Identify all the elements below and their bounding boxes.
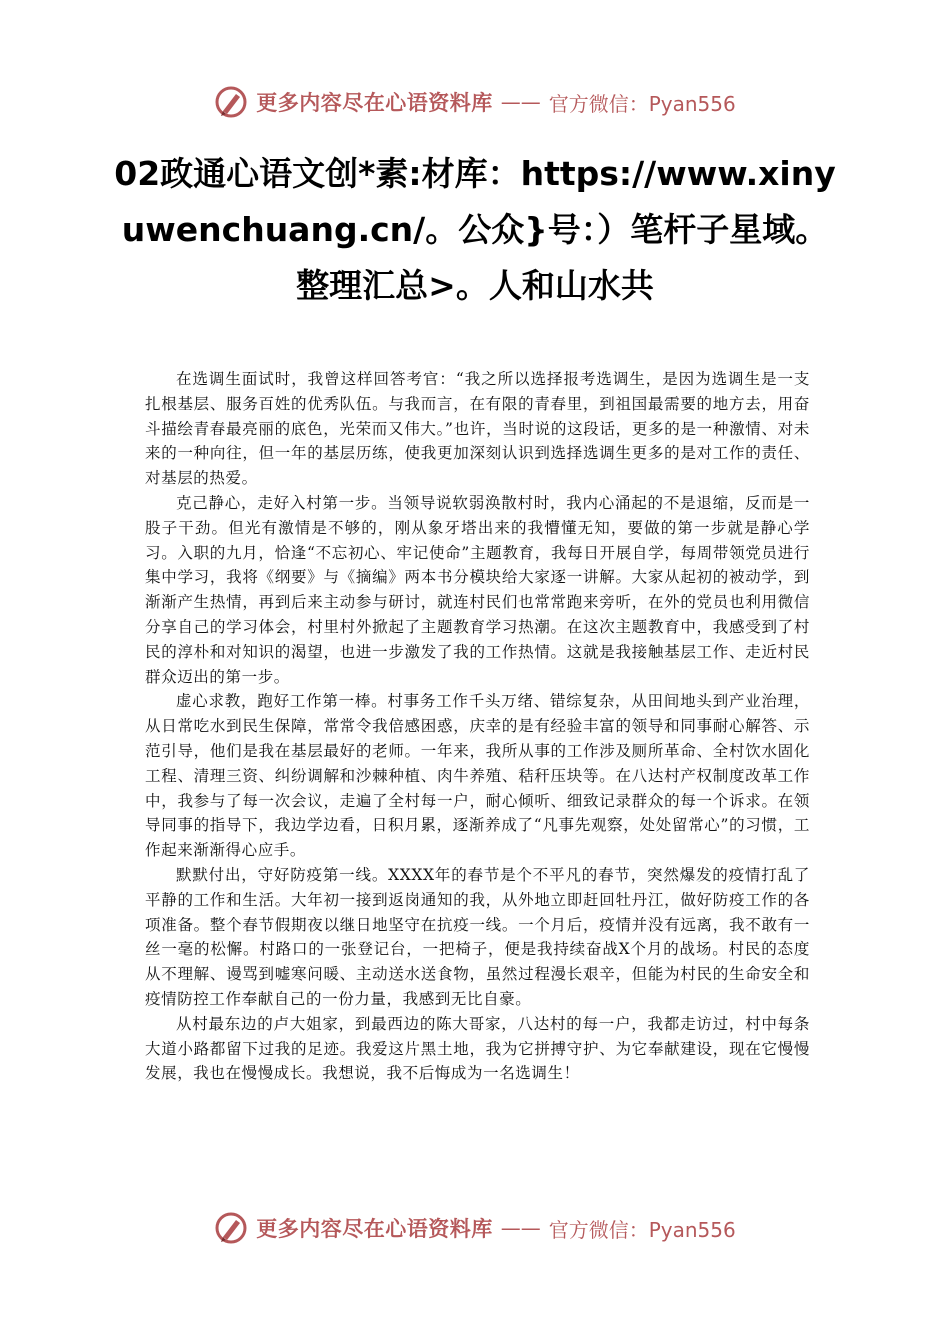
footer-banner: [0, 1206, 950, 1250]
pen-logo-icon: [214, 1211, 248, 1245]
header-contact: 官方微信：Pyan556: [548, 91, 736, 116]
paragraph: 默默付出，守好防疫第一线。XXXX年的春节是个不平凡的春节，突然爆发的疫情打乱了平静的工作和生活。大年初一接到返岗通知的我，从外地立即赶回牡丹江，做好防疫工作的各项准备。整个春节假期夜以继日地坚守在抗疫一线。一个月后，疫情并没有远离，我不敢有一丝一毫的松懈。村路口的一张登记台，一把椅子，便是我持续奋战X个月的战场。村民的态度从不理解、谩骂到嘘寒问暖、主动送水送食物，虽然过程漫长艰辛，但能为村民的生命安全和疫情防控工作奉献自己的一份力量，我感到无比自豪。: [145, 865, 810, 1008]
footer-separator: ——: [500, 1216, 541, 1240]
paragraph: 从村最东边的卢大姐家，到最西边的陈大哥家，八达村的每一户，我都走访过，村中每条大道小路都留下过我的足迹。我爱这片黑土地，我为它拼搏守护、为它奉献建设，现在它慢慢发展，我也在慢慢成长。我想说，我不后悔成为一名选调生！: [145, 1014, 810, 1083]
document-title: 02政通心语文创*素:材库：https://www.xinyuwenchuang.cn/。公众}号：）笔杆子星域。整理汇总>。人和山水共: [114, 154, 836, 305]
header-banner: [0, 80, 950, 124]
header-separator: ——: [500, 90, 541, 114]
paragraph: 虚心求教，跑好工作第一棒。村事务工作千头万绪、错综复杂，从田间地头到产业治理，从日常吃水到民生保障，常常令我倍感困惑，庆幸的是有经验丰富的领导和同事耐心解答、示范引导，他们是我在基层最好的老师。一年来，我所从事的工作涉及厕所革命、全村饮水固化工程、清理三资、纠纷调解和沙棘种植、肉牛养殖、秸秆压块等。在八达村产权制度改革工作中，我参与了每一次会议，走遍了全村每一户，耐心倾听、细致记录群众的每一个诉求。在领导同事的指导下，我边学边看，日积月累，逐渐养成了“凡事先观察，处处留常心”的习惯，工作起来渐渐得心应手。: [145, 692, 810, 860]
paragraph: 克己静心，走好入村第一步。当领导说软弱涣散村时，我内心涌起的不是退缩，反而是一股子干劲。但光有激情是不够的，刚从象牙塔出来的我懵懂无知，要做的第一步就是静心学习。入职的九月，恰逢“不忘初心、牢记使命”主题教育，我每日开展自学，每周带领党员进行集中学习，我将《纲要》与《摘编》两本书分模块给大家逐一讲解。大家从起初的被动学，到渐渐产生热情，再到后来主动参与研讨，就连村民们也常常跑来旁听，在外的党员也利用微信分享自己的学习体会，村里村外掀起了主题教育学习热潮。在这次主题教育中，我感受到了村民的淳朴和对知识的渴望，也进一步激发了我的工作热情。这就是我接触基层工作、走近村民群众迈出的第一步。: [145, 493, 810, 686]
document-body: [145, 367, 810, 1086]
header-slogan: 更多内容尽在心语资料库: [256, 91, 493, 115]
pen-logo-icon: [214, 85, 248, 119]
paragraph: 在选调生面试时，我曾这样回答考官：“我之所以选择报考选调生，是因为选调生是一支扎根基层、服务百姓的优秀队伍。与我而言，在有限的青春里，到祖国最需要的地方去，用奋斗描绘青春最亮丽的底色，光荣而又伟大。”也许，当时说的这段话，更多的是一种激情、对未来的一种向往，但一年的基层历练，使我更加深刻认识到选择选调生更多的是对工作的责任、对基层的热爱。: [145, 370, 810, 488]
footer-contact: 官方微信：Pyan556: [548, 1217, 736, 1242]
footer-slogan: 更多内容尽在心语资料库: [256, 1217, 493, 1241]
